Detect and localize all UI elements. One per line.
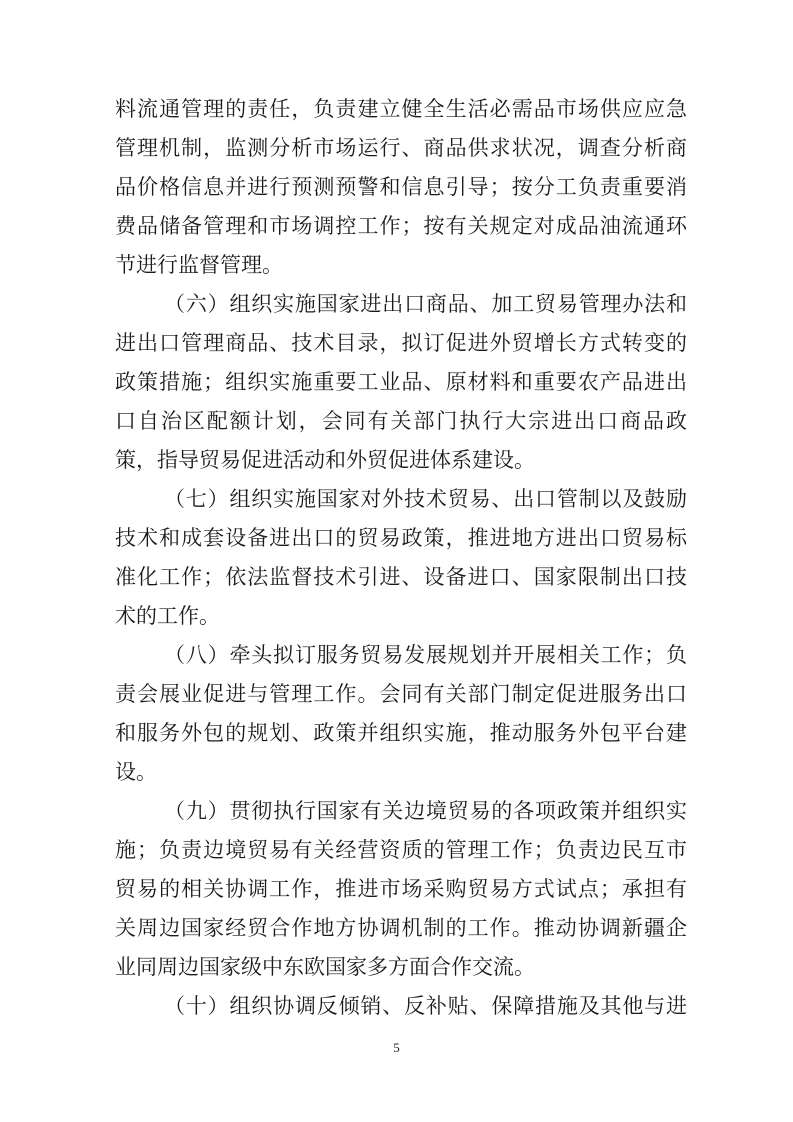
page-number: 5 [393,1040,400,1055]
text-line: 费品储备管理和市场调控工作；按有关规定对成品油流通环 [115,214,687,238]
text-line: 料流通管理的责任，负责建立健全生活必需品市场供应应急 [115,97,687,121]
text-line: 口自治区配额计划，会同有关部门执行大宗进出口商品政 [115,409,687,433]
paragraph-item-10 [115,987,687,1026]
text-line: 设。 [115,760,157,784]
paragraph-item-9 [115,792,687,987]
text-line: 施；负责边境贸易有关经营资质的管理工作；负责边民互市 [115,838,687,862]
text-line: 准化工作；依法监督技术引进、设备进口、国家限制出口技 [115,565,687,589]
text-line: 术的工作。 [115,604,220,628]
paragraph-item-7 [115,480,687,636]
paragraph-item-8 [115,636,687,792]
text-line: 进出口管理商品、技术目录，拟订促进外贸增长方式转变的 [115,331,687,355]
text-line: 政策措施；组织实施重要工业品、原材料和重要农产品进出 [115,370,687,394]
text-line: （六）组织实施国家进出口商品、加工贸易管理办法和 [164,292,687,316]
text-line: 责会展业促进与管理工作。会同有关部门制定促进服务出口 [115,682,687,706]
text-line: （八）牵头拟订服务贸易发展规划并开展相关工作；负 [164,643,687,667]
paragraph-item-6 [115,285,687,480]
text-line: 管理机制，监测分析市场运行、商品供求状况，调查分析商 [115,136,687,160]
paragraph-continuation [115,90,687,285]
text-line: 策，指导贸易促进活动和外贸促进体系建设。 [115,448,535,472]
text-line: （九）贯彻执行国家有关边境贸易的各项政策并组织实 [164,799,687,823]
text-line: 技术和成套设备进出口的贸易政策，推进地方进出口贸易标 [115,526,687,550]
body-text [115,90,687,1026]
text-line: 和服务外包的规划、政策并组织实施，推动服务外包平台建 [115,721,687,745]
text-line: （十）组织协调反倾销、反补贴、保障措施及其他与进 [164,994,687,1018]
text-line: 品价格信息并进行预测预警和信息引导；按分工负责重要消 [115,175,687,199]
text-line: 节进行监督管理。 [115,253,283,277]
text-line: 贸易的相关协调工作，推进市场采购贸易方式试点；承担有 [115,877,687,901]
text-line: 业同周边国家级中东欧国家多方面合作交流。 [115,955,535,979]
text-line: 关周边国家经贸合作地方协调机制的工作。推动协调新疆企 [115,916,687,940]
text-line: （七）组织实施国家对外技术贸易、出口管制以及鼓励 [164,487,687,511]
